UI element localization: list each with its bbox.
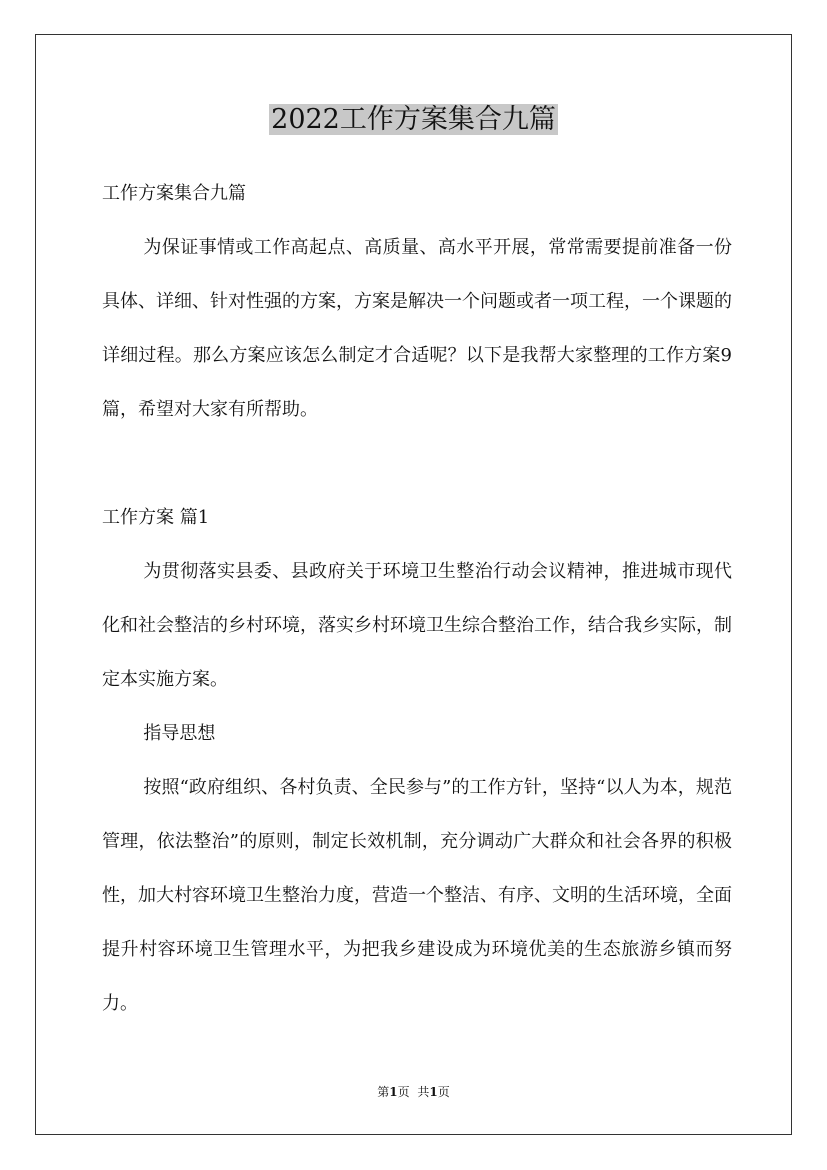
footer-total-prefix: 共 (417, 1085, 430, 1099)
footer-total-number: 1 (429, 1085, 438, 1099)
document-body (102, 167, 732, 1031)
footer-page-prefix: 第 (377, 1085, 390, 1099)
footer-total-suffix: 页 (437, 1085, 450, 1099)
section-subheading: 指导思想 (143, 723, 216, 744)
document-title (0, 100, 827, 140)
section-heading: 工作方案 篇1 (102, 507, 210, 528)
page-footer (0, 1083, 827, 1101)
document-subtitle: 工作方案集合九篇 (102, 183, 246, 204)
document-title-text: 2022工作方案集合九篇 (271, 104, 556, 135)
section-paragraph-1: 为贯彻落实县委、县政府关于环境卫生整治行动会议精神，推进城市现代化和社会整洁的乡村环境，落实乡村环境卫生综合整治工作，结合我乡实际，制定本实施方案。 (102, 561, 732, 690)
intro-paragraph: 为保证事情或工作高起点、高质量、高水平开展，常常需要提前准备一份具体、详细、针对性强的方案，方案是解决一个问题或者一项工程，一个课题的详细过程。那么方案应该怎么制定才合适呢？以下是我帮大家整理的工作方案9篇，希望对大家有所帮助。 (102, 237, 732, 420)
section-paragraph-2: 按照“政府组织、各村负责、全民参与”的工作方针，坚持“以人为本，规范管理，依法整治”的原则，制定长效机制，充分调动广大群众和社会各界的积极性，加大村容环境卫生整治力度，营造一个整洁、有序、文明的生活环境，全面提升村容环境卫生管理水平，为把我乡建设成为环境优美的生态旅游乡镇而努力。 (102, 777, 732, 1014)
footer-page-suffix: 页 (397, 1085, 410, 1099)
footer-page-number: 1 (389, 1085, 398, 1099)
section-gap (102, 437, 732, 491)
